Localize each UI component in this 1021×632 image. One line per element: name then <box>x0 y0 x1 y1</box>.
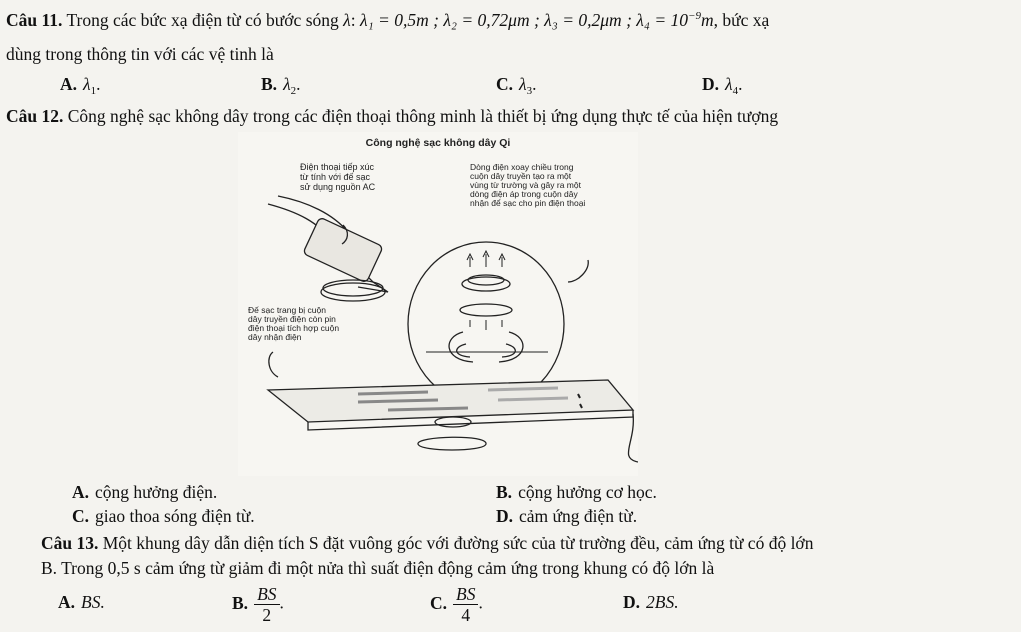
q11-l3: λ₃ = 0,2μm ; <box>544 10 632 30</box>
q11-number: Câu 11. <box>6 10 63 30</box>
q13-text: Một khung dây dẫn diện tích S đặt vuông góc với đường sức của từ trường đều, cảm ứng từ có độ lớn <box>102 533 814 553</box>
label-coil: Dòng điện xoay chiều trong cuộn dây truyền tạo ra một vùng từ trường và gây ra một dòng điện áp trong cuộn dây nhận để sạc cho pin điện thoại <box>470 162 586 208</box>
q11-option-c: C. $\lambda_3$. <box>496 74 537 97</box>
fraction-bs-over-2: $\frac{BS}{2}$ <box>254 584 279 625</box>
label-phone: Điện thoại tiếp xúc từ tính với đế sạc sử dụng nguồn AC <box>300 162 376 192</box>
q12-option-c: C. giao thoa sóng điện từ. <box>72 506 255 526</box>
q13-option-d: D. 2BS. <box>623 592 679 612</box>
q13-option-a: A. BS. <box>58 592 105 612</box>
wireless-charging-figure <box>238 132 638 476</box>
q13-option-b: B. $\frac{BS}{2}$ . <box>232 584 284 625</box>
q11-option-b: B. $\lambda_2$. <box>261 74 301 97</box>
q11-colon: : <box>350 10 356 30</box>
fraction-bs-over-4: $\frac{BS}{4}$ <box>453 584 478 625</box>
q12-option-a: A. cộng hưởng điện. <box>72 482 218 502</box>
q13-option-c: C. $\frac{BS}{4}$ . <box>430 584 483 625</box>
q12-number: Câu 12. <box>6 106 64 126</box>
q11-option-a: A. $\lambda_1$. <box>60 74 101 97</box>
figure-title: Công nghệ sạc không dây Qi <box>365 137 511 149</box>
q11-line1 <box>6 10 769 31</box>
q11-l2: λ₂ = 0,72μm ; <box>443 10 540 30</box>
q11-lambda: λ <box>343 10 351 30</box>
q13-line2: B. Trong 0,5 s cảm ứng từ giảm đi một nửa thì suất điện động cảm ứng trong khung có độ lớn là <box>41 558 715 578</box>
q12-option-b: B. cộng hưởng cơ học. <box>496 482 657 502</box>
label-base: Đế sạc trang bị cuộn dây truyền điện còn pin điện thoại tích hợp cuộn dây nhận điện <box>248 305 340 342</box>
q12-option-d: D. cảm ứng điện từ. <box>496 506 638 526</box>
q11-line2: dùng trong thông tin với các vệ tinh là <box>6 44 274 64</box>
q11-text: Trong các bức xạ điện từ có bước sóng <box>66 10 339 30</box>
q12-text: Công nghệ sạc không dây trong các điện thoại thông minh là thiết bị ứng dụng thực tế của hiện tượng <box>67 106 779 126</box>
q11-l1: λ₁ = 0,5m ; <box>359 10 439 30</box>
q11-l4: $\lambda_4 = 10^{-9}m$ <box>636 10 714 30</box>
q12-line1 <box>6 106 778 127</box>
q13-number: Câu 13. <box>41 533 99 553</box>
q11-option-d: D. $\lambda_4$. <box>702 74 743 97</box>
q13-line1 <box>41 533 813 554</box>
q11-tail: , bức xạ <box>713 10 770 30</box>
